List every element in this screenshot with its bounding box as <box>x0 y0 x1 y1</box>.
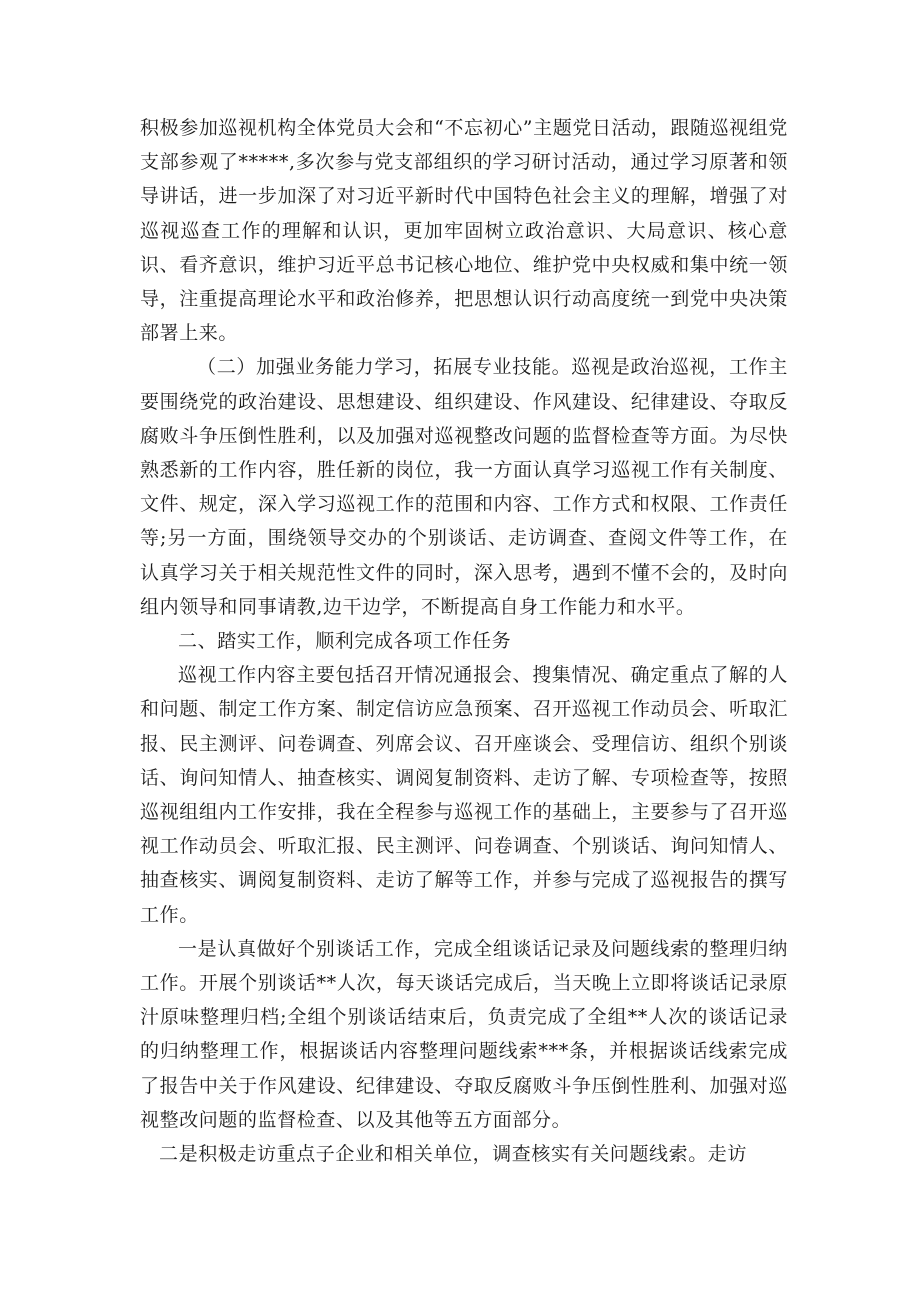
paragraph-visits: 二是积极走访重点子企业和相关单位，调查核实有关问题线索。走访 <box>159 1143 748 1166</box>
section-heading: 二、踏实工作，顺利完成各项工作任务 <box>178 630 512 653</box>
paragraph-interviews: 一是认真做好个别谈话工作，完成全组谈话记录及问题线索的整理归纳工作。开展个别谈话**人次，每天谈话完成后，当天晚上立即将谈话记录原汁原味整理归档;全组个别谈话结束后，负责完成了全组**人次的谈话记录的归纳整理工作，根据谈话内容整理问题线索***条，并根据谈话线索完成了报告中关于作风建设、纪律建设、夺取反腐败斗争压倒性胜利、加强对巡视整改问题的监督检查、以及其他等五方面部分。 <box>140 937 788 1131</box>
paragraph-patrol-content: 巡视工作内容主要包括召开情况通报会、搜集情况、确定重点了解的人和问题、制定工作方案、制定信访应急预案、召开巡视工作动员会、听取汇报、民主测评、问卷调查、列席会议、召开座谈会、受理信访、组织个别谈话、询问知情人、抽查核实、调阅复制资料、走访了解、专项检查等，按照巡视组组内工作安排，我在全程参与巡视工作的基础上，主要参与了召开巡视工作动员会、听取汇报、民主测评、问卷调查、个别谈话、询问知情人、抽查核实、调阅复制资料、走访了解等工作，并参与完成了巡视报告的撰写工作。 <box>140 664 788 926</box>
document-body <box>140 111 788 1171</box>
paragraph-continuation: 积极参加巡视机构全体党员大会和“不忘初心”主题党日活动，跟随巡视组党支部参观了*****,多次参与党支部组织的学习研讨活动，通过学习原著和领导讲话，进一步加深了对习近平新时代中国特色社会主义的理解，增强了对巡视巡查工作的理解和认识，更加牢固树立政治意识、大局意识、核心意识、看齐意识，维护习近平总书记核心地位、维护党中央权威和集中统一领导，注重提高理论水平和政治修养，把思想认识行动高度统一到党中央决策部署上来。 <box>140 117 788 345</box>
paragraph-section-2: （二）加强业务能力学习，拓展专业技能。巡视是政治巡视，工作主要围绕党的政治建设、思想建设、组织建设、作风建设、纪律建设、夺取反腐败斗争压倒性胜利，以及加强对巡视整改问题的监督检查等方面。为尽快熟悉新的工作内容，胜任新的岗位，我一方面认真学习巡视工作有关制度、文件、规定，深入学习巡视工作的范围和内容、工作方式和权限、工作责任等;另一方面，围绕领导交办的个别谈话、走访调查、查阅文件等工作，在认真学习关于相关规范性文件的同时，深入思考，遇到不懂不会的，及时向组内领导和同事请教,边干边学，不断提高自身工作能力和水平。 <box>140 356 788 618</box>
